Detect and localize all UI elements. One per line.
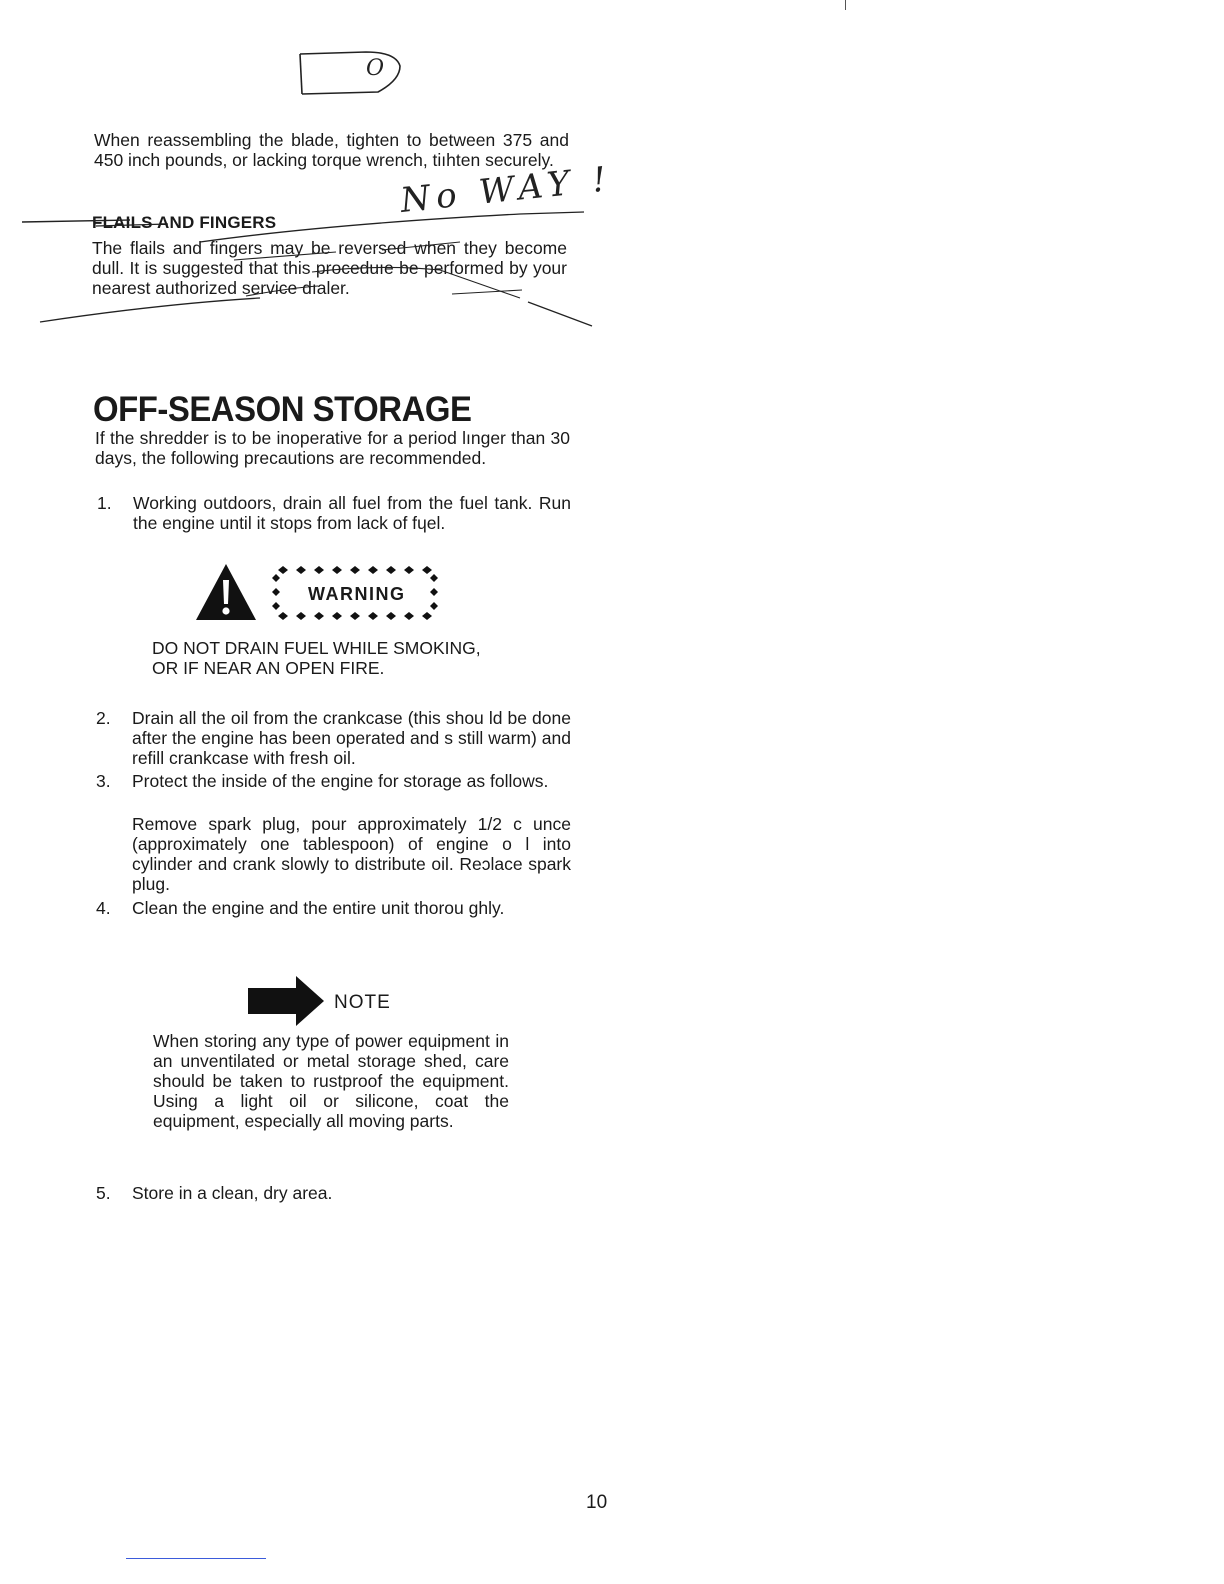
list-item-number: 5. xyxy=(96,1183,111,1203)
flails-paragraph: The flails and fingers may be reversed when they become dull. It is suggested that this proceduıe be performed by your nearest authorized service dıaler. xyxy=(92,238,567,298)
handwritten-annotation: No WAY ! xyxy=(398,159,614,221)
warning-triangle-icon xyxy=(194,562,258,622)
storage-heading: OFF-SEASON STORAGE xyxy=(93,390,472,429)
list-item-number: 4. xyxy=(96,898,111,918)
scan-rule xyxy=(126,1558,266,1559)
warning-line-1: DO NOT DRAIN FUEL WHILE SMOKING, xyxy=(152,638,481,658)
list-item-text: Protect the inside of the engine for storaɡe as follows. xyxy=(132,771,549,791)
storage-intro: If the shredder is to be inoperative for a period lınger than 30 days, the following precautions are recommended. xyxy=(95,428,570,468)
blade-paragraph: When reassembling the blade, tighten to between 375 and 450 inch pounds, or lacking torque wrench, tiıhten securely. xyxy=(94,130,569,170)
list-item-number: 2. xyxy=(96,708,111,728)
note-block xyxy=(246,972,446,1028)
list-item-text: Store in a clean, dry area. xyxy=(132,1183,333,1203)
page-number: 10 xyxy=(586,1492,608,1513)
scan-mark xyxy=(845,0,846,10)
handwritten-box-mark xyxy=(296,44,408,100)
note-text: When storing any type of power equipment in an unventilated or metal storage shed, care should be taken to rustproof the equipment. Using a light oil or silicone, coat the equipment, especially all moving parts. xyxy=(153,1031,509,1131)
arrow-right-icon xyxy=(246,974,326,1028)
note-label: NOTE xyxy=(334,992,391,1013)
list-item-number: 3. xyxy=(96,771,111,791)
list-item-number: 1. xyxy=(97,493,112,513)
warning-label: WARNING xyxy=(308,584,406,604)
pen-strike-marks xyxy=(0,180,620,340)
flails-heading: FLAILS AND FINGERS xyxy=(92,213,277,232)
list-item-text: Clean the engine and the entire unit thorou ghly. xyxy=(132,898,505,918)
list-item-text: Remove spark plug, pour approximately 1/2 c unce (approximately one tablespoon) of engine o l into cylinder and crank slowly to distribute oil. Reɔlace spark plug. xyxy=(132,814,571,894)
warning-block xyxy=(194,560,454,624)
handwritten-box-letter: O xyxy=(366,56,385,81)
list-item-text: Working outdoors, drain all fuel from the fuel tank. Run the engine until it stops from lack of fɥel. xyxy=(133,493,571,533)
list-item-text: Drain all the oil from the crankcase (this shou ld be done after the engine has been operated and s still warm) and refill crankcase with fresh oil. xyxy=(132,708,571,768)
warning-line-2: OR IF NEAR AN OPEN FIRE. xyxy=(152,658,385,678)
